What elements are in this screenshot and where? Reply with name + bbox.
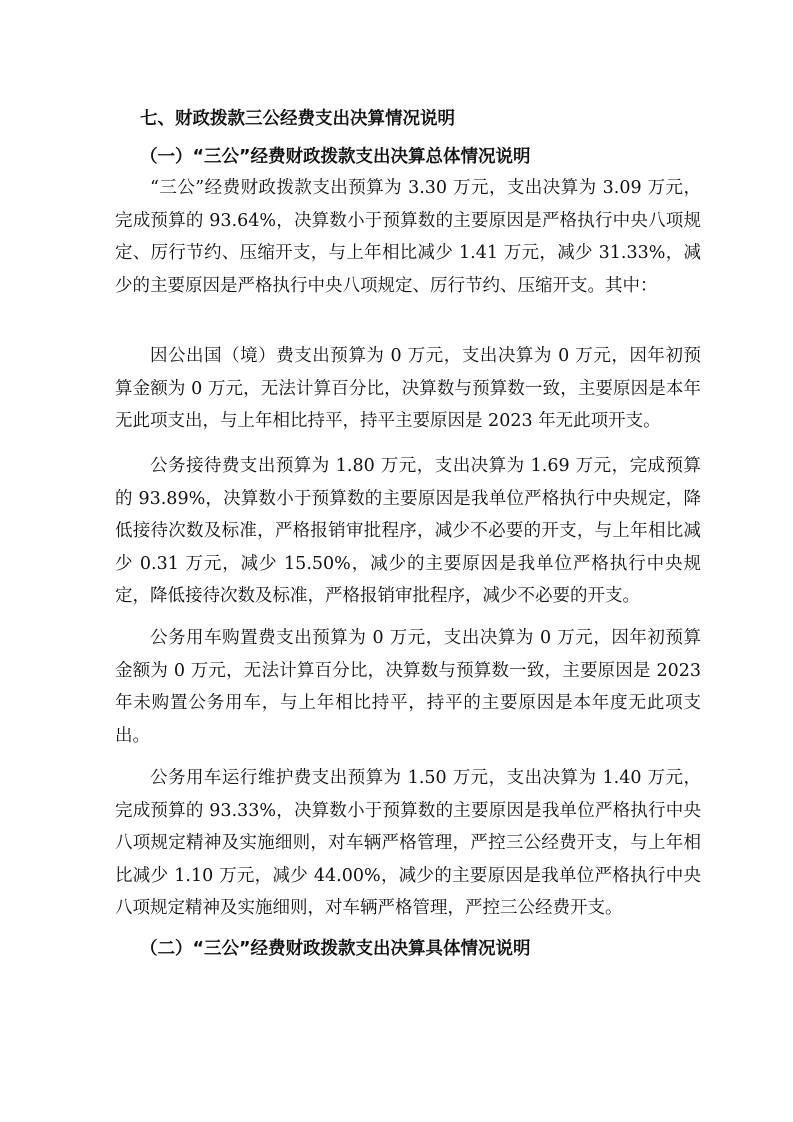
paragraph-vehicle-operation: 公务用车运行维护费支出预算为 1.50 万元，支出决算为 1.40 万元，完成预算的 93.33%，决算数小于预算数的主要原因是我单位严格执行中央八项规定精神及实施细则，对车辆严格管理，严控三公经费开支，与上年相比减少 1.10 万元，减少 44.00%，减少的主要原因是我单位严格执行中央八项规定精神及实施细则，对车辆严格管理，严控三公经费开支。 bbox=[115, 768, 701, 918]
section-title: 七、财政拨款三公经费支出决算情况说明 bbox=[140, 109, 455, 129]
subsection-title-details: （二）“三公”经费财政拨款支出决算具体情况说明 bbox=[140, 939, 531, 959]
paragraph-official-reception: 公务接待费支出预算为 1.80 万元，支出决算为 1.69 万元，完成预算的 93.89%，决算数小于预算数的主要原因是我单位严格执行中央规定，降低接待次数及标准，严格报销审批程序，减少不必要的开支，与上年相比减少 0.31 万元，减少 15.50%，减少的主要原因是我单位严格执行中央规定，降低接待次数及标准，严格报销审批程序，减少不必要的开支。 bbox=[115, 456, 701, 606]
paragraph-overseas-travel: 因公出国（境）费支出预算为 0 万元，支出决算为 0 万元，因年初预算金额为 0 万元，无法计算百分比，决算数与预算数一致，主要原因是本年无此项支出，与上年相比持平，持平主要原因是 2023 年无此项开支。 bbox=[115, 346, 701, 431]
subsection-title-overall: （一）“三公”经费财政拨款支出决算总体情况说明 bbox=[140, 147, 531, 167]
paragraph-total-summary: “三公”经费财政拨款支出预算为 3.30 万元，支出决算为 3.09 万元，完成预算的 93.64%，决算数小于预算数的主要原因是严格执行中央八项规定、厉行节约、压缩开支，与上年相比减少 1.41 万元，减少 31.33%，减少的主要原因是严格执行中央八项规定、厉行节约、压缩开支。其中： bbox=[115, 178, 701, 296]
paragraph-vehicle-purchase: 公务用车购置费支出预算为 0 万元，支出决算为 0 万元，因年初预算金额为 0 万元，无法计算百分比，决算数与预算数一致，主要原因是 2023 年未购置公务用车，与上年相比持平，持平的主要原因是本年度无此项支出。 bbox=[115, 628, 701, 746]
